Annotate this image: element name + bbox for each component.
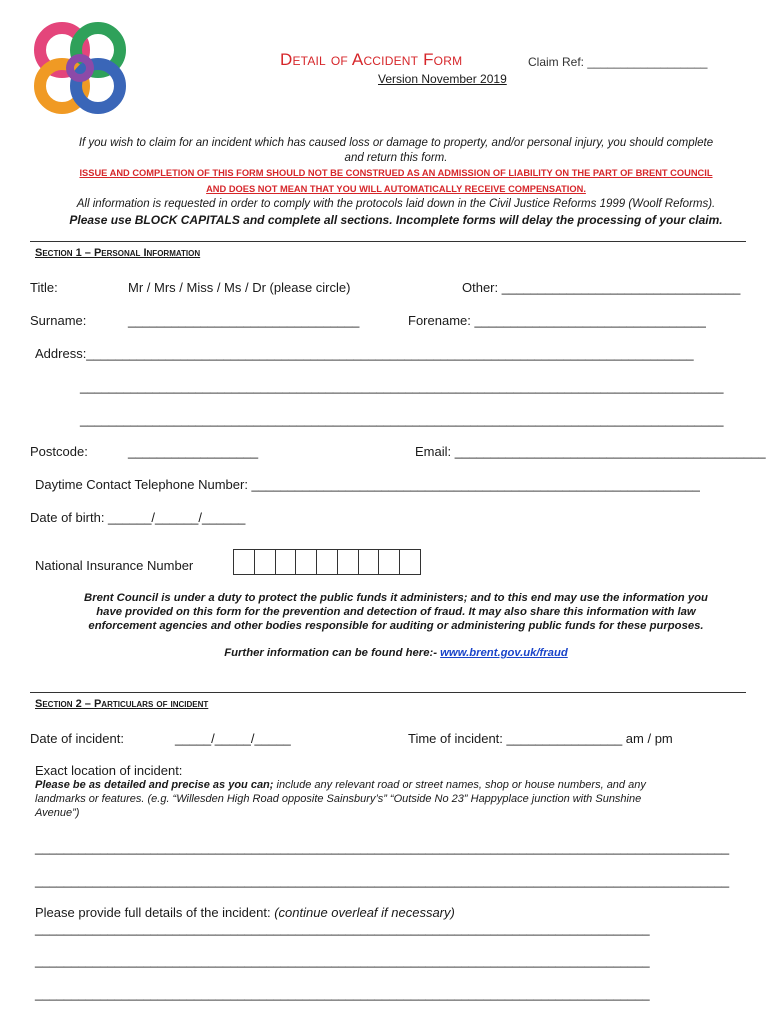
- details-label: [35, 905, 455, 920]
- address-line-2[interactable]: _________________________________________________________________________________________: [80, 379, 724, 394]
- location-line-2[interactable]: ________________________________________________________________________________________________: [35, 873, 730, 888]
- details-note: (continue overleaf if necessary): [274, 905, 455, 920]
- title-options[interactable]: Mr / Mrs / Miss / Ms / Dr (please circle): [128, 280, 351, 295]
- location-help-bold: Please be as detailed and precise as you can;: [35, 779, 274, 791]
- surname-field[interactable]: ________________________________: [128, 313, 360, 328]
- surname-label: Surname:: [30, 313, 87, 328]
- divider: [30, 241, 746, 242]
- ni-number-boxes[interactable]: [233, 549, 421, 575]
- brent-council-logo: [30, 20, 130, 116]
- title-label: Title:: [30, 280, 58, 295]
- fraud-notice-1: Brent Council is under a duty to protect the public funds it administers; and to this end may use the information you: [84, 592, 708, 604]
- liability-warning-1: ISSUE AND COMPLETION OF THIS FORM SHOULD NOT BE CONSTRUED AS AN ADMISSION OF LIABILITY ON THE PART OF BRENT COUNCIL: [79, 168, 713, 178]
- email-field[interactable]: Email: ___________________________________________: [415, 444, 766, 459]
- location-line-1[interactable]: ________________________________________________________________________________________________: [35, 840, 730, 855]
- claim-ref: Claim Ref: __________________: [528, 55, 708, 69]
- location-help-2: landmarks or features. (e.g. “Willesden High Road opposite Sainsbury’s” “Outside No 23” Happyplace junction with Sunshine: [35, 793, 642, 805]
- further-info: [36, 647, 756, 659]
- location-label: Exact location of incident:: [35, 763, 183, 778]
- details-line-3[interactable]: _____________________________________________________________________________________: [35, 986, 650, 1001]
- ni-label: National Insurance Number: [35, 558, 194, 573]
- details-label-text: Please provide full details of the incident:: [35, 905, 275, 920]
- divider: [30, 692, 746, 693]
- section-1-heading: Section 1 – Personal Information: [35, 247, 201, 259]
- forename-field[interactable]: Forename: ________________________________: [408, 313, 706, 328]
- details-line-2[interactable]: _____________________________________________________________________________________: [35, 953, 650, 968]
- intro-line-3: All information is requested in order to comply with the protocols laid down in the Civil Justice Reforms 1999 (Woolf Reforms).: [76, 198, 716, 210]
- form-title: Detail of Accident Form: [280, 50, 463, 69]
- intro-line-1: If you wish to claim for an incident which has caused loss or damage to property, and/or personal injury, you should complete: [78, 137, 714, 149]
- location-help-3: Avenue”): [35, 807, 80, 819]
- version-text: Version November 2019: [378, 72, 507, 86]
- other-title-field[interactable]: Other: _________________________________: [462, 280, 741, 295]
- phone-field[interactable]: Daytime Contact Telephone Number: ______________________________________________________________: [35, 477, 700, 492]
- section-2-heading: Section 2 – Particulars of incident: [35, 698, 209, 710]
- incident-date-label: Date of incident:: [30, 731, 124, 746]
- fraud-notice-2: have provided on this form for the prevention and detection of fraud. It may also share this information with law: [96, 606, 696, 618]
- intro-line-4: Please use BLOCK CAPITALS and complete all sections. Incomplete forms will delay the processing of your claim.: [69, 213, 723, 227]
- liability-warning-2: AND DOES NOT MEAN THAT YOU WILL AUTOMATICALLY RECEIVE COMPENSATION.: [206, 184, 586, 194]
- location-help-text: include any relevant road or street names, shop or house numbers, and any: [273, 779, 646, 791]
- intro-line-2: and return this form.: [344, 152, 448, 164]
- fraud-notice-3: enforcement agencies and other bodies responsible for auditing or administering public funds for these purposes.: [88, 620, 704, 632]
- dob-field[interactable]: Date of birth: ______/______/______: [30, 510, 246, 525]
- further-info-text: Further information can be found here:-: [224, 647, 441, 659]
- postcode-field[interactable]: __________________: [128, 444, 259, 459]
- address-line-3[interactable]: _________________________________________________________________________________________: [80, 412, 724, 427]
- address-field[interactable]: Address:____________________________________________________________________________________: [35, 346, 694, 361]
- fraud-link[interactable]: www.brent.gov.uk/fraud: [440, 647, 568, 659]
- incident-date-field[interactable]: _____/_____/_____: [175, 731, 291, 746]
- details-line-1[interactable]: _____________________________________________________________________________________: [35, 921, 650, 936]
- postcode-label: Postcode:: [30, 444, 88, 459]
- incident-time-field[interactable]: Time of incident: ________________ am / pm: [408, 731, 673, 746]
- location-help-1: [35, 779, 765, 791]
